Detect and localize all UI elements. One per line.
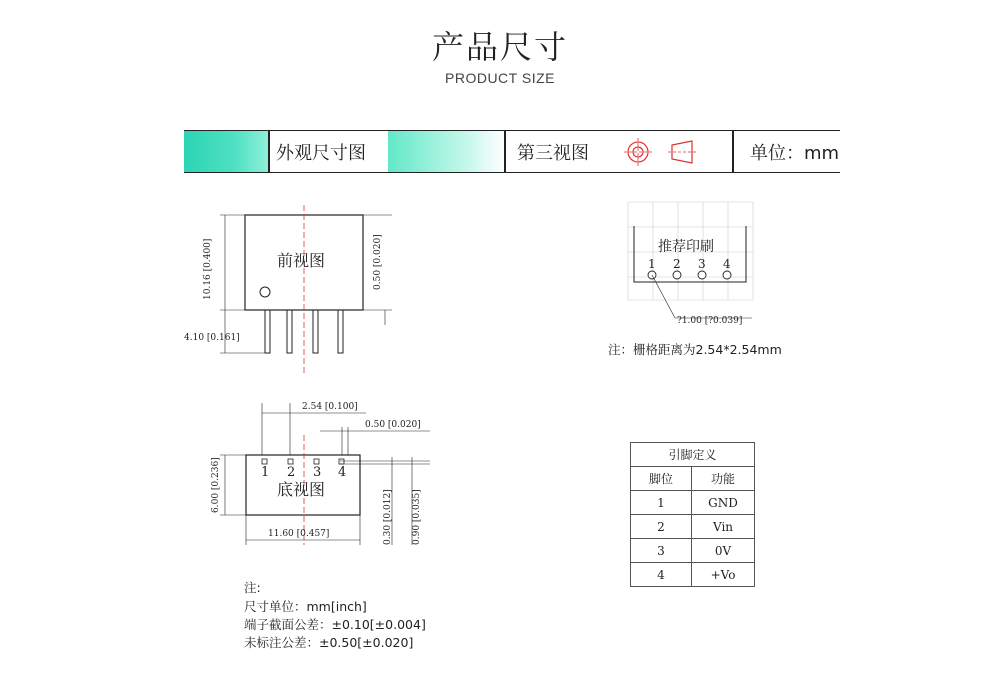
bottom-pin-2: 2 bbox=[287, 465, 296, 480]
front-offset-dim: 0.50 [0.020] bbox=[373, 234, 383, 290]
grid-note: 注：栅格距离为2.54*2.54mm bbox=[608, 342, 782, 357]
pin-table-col-pin: 脚位 bbox=[631, 467, 692, 491]
table-row bbox=[631, 515, 755, 539]
pcb-pin-1: 1 bbox=[648, 257, 656, 271]
bottom-pin-3: 3 bbox=[313, 465, 322, 480]
pin-cell: 2 bbox=[631, 515, 692, 539]
pin-cell: 3 bbox=[631, 539, 692, 563]
table-row bbox=[631, 563, 755, 587]
unit-label: 单位：mm bbox=[750, 143, 840, 164]
divider bbox=[504, 131, 506, 172]
pin-table-title: 引脚定义 bbox=[631, 443, 755, 467]
divider bbox=[732, 131, 734, 172]
bottom-view-drawing bbox=[180, 395, 440, 565]
note-line-2: 端子截面公差：±0.10[±0.004] bbox=[244, 617, 426, 632]
pin-definition-table bbox=[630, 442, 755, 587]
section-label-third-angle: 第三视图 bbox=[517, 143, 589, 164]
pcb-view-label: 推荐印刷 bbox=[658, 239, 714, 255]
front-height-dim: 10.16 [0.400] bbox=[203, 238, 213, 300]
accent-block bbox=[184, 131, 268, 172]
page-subtitle: PRODUCT SIZE bbox=[445, 70, 555, 86]
section-label-outline: 外观尺寸图 bbox=[276, 143, 366, 164]
note-line-1: 尺寸单位：mm[inch] bbox=[244, 599, 367, 614]
divider bbox=[268, 131, 270, 172]
bottom-depth-dim: 6.00 [0.236] bbox=[211, 457, 221, 513]
front-pin-length-dim: 4.10 [0.161] bbox=[184, 333, 240, 343]
pcb-hole-dim: ?1.00 [?0.039] bbox=[677, 316, 743, 326]
bottom-pitch-dim: 2.54 [0.100] bbox=[302, 402, 358, 412]
function-cell: GND bbox=[692, 491, 755, 515]
bottom-thickness-b-dim: 0.90 [0.035] bbox=[412, 489, 422, 545]
pin-table-col-function: 功能 bbox=[692, 467, 755, 491]
pcb-pin-4: 4 bbox=[723, 257, 731, 271]
third-angle-projection-icon bbox=[624, 137, 704, 167]
page-title: 产品尺寸 bbox=[431, 28, 568, 66]
front-view-drawing bbox=[180, 200, 420, 380]
pcb-layout-drawing bbox=[620, 196, 760, 336]
note-line-3: 未标注公差：±0.50[±0.020] bbox=[244, 635, 414, 650]
accent-gradient bbox=[388, 131, 504, 172]
section-header-bar bbox=[184, 130, 840, 173]
function-cell: +Vo bbox=[692, 563, 755, 587]
bottom-pin-4: 4 bbox=[338, 465, 347, 480]
notes-heading: 注: bbox=[244, 580, 261, 595]
bottom-pin-1: 1 bbox=[261, 465, 270, 480]
table-row bbox=[631, 491, 755, 515]
function-cell: Vin bbox=[692, 515, 755, 539]
pin-cell: 4 bbox=[631, 563, 692, 587]
bottom-view-label: 底视图 bbox=[277, 480, 326, 499]
pcb-pin-2: 2 bbox=[673, 257, 681, 271]
pcb-pin-3: 3 bbox=[698, 257, 706, 271]
table-row bbox=[631, 539, 755, 563]
bottom-width-dim: 11.60 [0.457] bbox=[268, 529, 330, 539]
function-cell: 0V bbox=[692, 539, 755, 563]
pin-cell: 1 bbox=[631, 491, 692, 515]
front-view-label: 前视图 bbox=[277, 251, 326, 270]
bottom-thickness-a-dim: 0.30 [0.012] bbox=[383, 489, 393, 545]
bottom-pin-width-dim: 0.50 [0.020] bbox=[365, 420, 421, 430]
